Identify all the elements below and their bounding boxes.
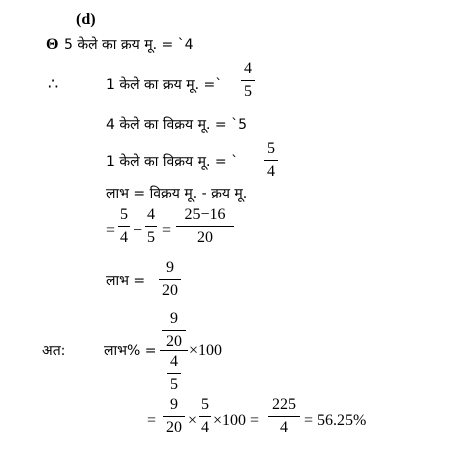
numerator: 4 — [170, 353, 178, 370]
numerator: 225 — [272, 396, 296, 413]
step8-times2: ×100 = — [213, 412, 260, 429]
step4-text: लाभ = विक्रय मू. - क्रय मू. — [106, 186, 248, 202]
denominator: 5 — [170, 376, 178, 393]
denominator: 20 — [166, 333, 182, 350]
denominator: 20 — [162, 282, 178, 299]
step5-fraction2 — [145, 207, 157, 246]
denominator: 4 — [201, 419, 209, 436]
step7-times: ×100 — [189, 342, 223, 359]
step8-result: = 56.25% — [304, 412, 367, 429]
step1-denominator: 5 — [244, 83, 252, 100]
main-fraction-bar — [160, 350, 188, 351]
step1-lhs: 1 केले का क्रय मू. =` — [106, 77, 223, 93]
numerator: 9 — [170, 310, 178, 327]
step8-fraction1 — [163, 397, 185, 436]
step3-numerator: 5 — [267, 140, 275, 157]
fraction-bar — [176, 226, 234, 227]
step6-fraction — [159, 260, 181, 299]
numerator: 5 — [201, 396, 209, 413]
step8-eq1: = — [147, 412, 157, 429]
given-text: 5 केले का क्रय मू. = `4 — [64, 37, 194, 53]
fraction-bar — [167, 373, 181, 374]
fraction-bar — [163, 416, 185, 417]
fraction-bar — [268, 416, 300, 417]
step3-denominator: 4 — [267, 163, 275, 180]
step6-lhs: लाभ = — [106, 273, 146, 289]
denominator: 5 — [147, 229, 155, 246]
denominator: 20 — [197, 229, 213, 246]
fraction-bar — [118, 226, 130, 227]
fraction-bar — [199, 416, 211, 417]
step1-numerator: 4 — [244, 60, 252, 77]
step3-lhs: 1 केले का विक्रय मू. = ` — [106, 154, 239, 170]
denominator: 4 — [280, 419, 288, 436]
fraction-bar — [264, 160, 278, 161]
step7-upper-fraction — [162, 311, 186, 350]
fraction-bar — [241, 80, 255, 81]
denominator: 20 — [166, 419, 182, 436]
step5-minus: − — [133, 222, 143, 239]
denominator: 4 — [120, 229, 128, 246]
fraction-bar — [145, 226, 157, 227]
numerator: 5 — [120, 206, 128, 223]
therefore-symbol: ∴ — [48, 76, 59, 93]
step2-text: 4 केले का विक्रय मू. = `5 — [106, 117, 247, 133]
step8-times1: × — [188, 412, 198, 429]
step1-fraction — [241, 61, 255, 100]
fraction-bar — [162, 330, 186, 331]
step5-fraction1 — [118, 207, 130, 246]
answer-label: (d) — [76, 11, 96, 28]
step8-fraction3 — [268, 397, 300, 436]
step3-fraction — [264, 141, 278, 180]
step7-lower-fraction — [167, 354, 181, 393]
fraction-bar — [159, 279, 181, 280]
step5-eq1: = — [106, 222, 116, 239]
given-symbol: Θ — [46, 36, 59, 53]
step5-fraction3 — [176, 207, 234, 246]
numerator: 9 — [166, 259, 174, 276]
numerator: 9 — [170, 396, 178, 413]
step7-lhs: लाभ% = — [104, 343, 157, 359]
numerator: 25−16 — [184, 206, 226, 223]
step8-fraction2 — [199, 397, 211, 436]
numerator: 4 — [147, 206, 155, 223]
step7-prefix: अत: — [42, 343, 66, 359]
step5-eq2: = — [162, 222, 172, 239]
